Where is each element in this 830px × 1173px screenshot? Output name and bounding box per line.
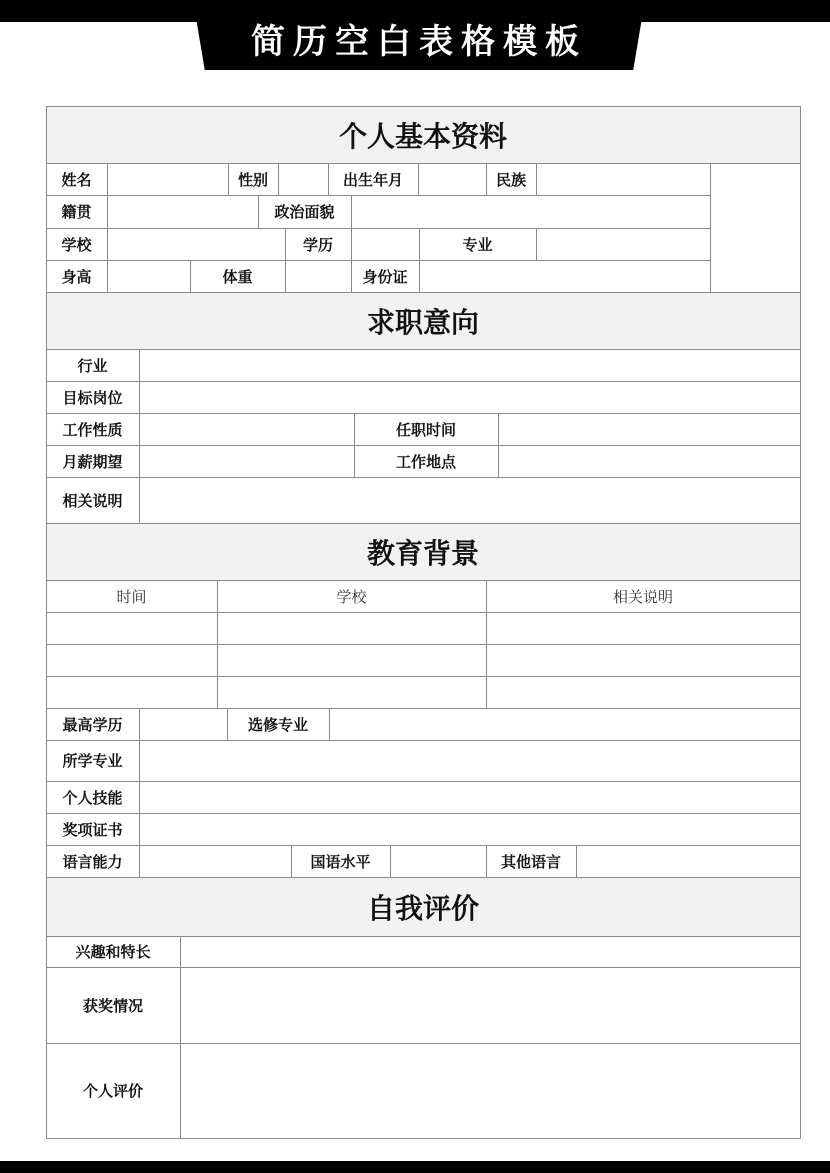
input-field[interactable]	[139, 477, 801, 524]
label: 工作性质	[46, 413, 140, 446]
section-header-education: 教育背景	[46, 523, 801, 581]
label: 获奖情况	[46, 967, 181, 1044]
input-field[interactable]	[139, 349, 801, 382]
label: 目标岗位	[46, 381, 140, 414]
input-field[interactable]	[180, 1043, 801, 1139]
label: 姓名	[46, 163, 108, 196]
input-field[interactable]	[139, 708, 228, 741]
label: 行业	[46, 349, 140, 382]
label: 任职时间	[354, 413, 499, 446]
input-field[interactable]	[46, 612, 218, 645]
column-header: 时间	[46, 580, 218, 613]
input-field[interactable]	[418, 163, 487, 196]
input-field[interactable]	[139, 845, 292, 878]
input-field[interactable]	[107, 195, 259, 229]
input-field[interactable]	[46, 676, 218, 709]
input-field[interactable]	[139, 781, 801, 814]
label: 籍贯	[46, 195, 108, 229]
input-field[interactable]	[536, 163, 711, 196]
label: 专业	[419, 228, 537, 261]
column-header: 相关说明	[486, 580, 801, 613]
label: 个人评价	[46, 1043, 181, 1139]
input-field[interactable]	[107, 228, 286, 261]
label: 民族	[486, 163, 537, 196]
label: 选修专业	[227, 708, 330, 741]
bottom-black-bar	[0, 1161, 830, 1173]
label: 其他语言	[486, 845, 577, 878]
label: 体重	[190, 260, 286, 293]
label: 工作地点	[354, 445, 499, 478]
section-header-basic: 个人基本资料	[46, 106, 801, 164]
label: 所学专业	[46, 740, 140, 782]
input-field[interactable]	[46, 644, 218, 677]
input-field[interactable]	[217, 676, 487, 709]
input-field[interactable]	[351, 228, 420, 261]
label: 身份证	[351, 260, 420, 293]
input-field[interactable]	[329, 708, 801, 741]
input-field[interactable]	[107, 163, 229, 196]
label: 政治面貌	[258, 195, 352, 229]
input-field[interactable]	[139, 740, 801, 782]
input-field[interactable]	[180, 967, 801, 1044]
input-field[interactable]	[536, 228, 711, 261]
label: 学校	[46, 228, 108, 261]
input-field[interactable]	[486, 612, 801, 645]
label: 个人技能	[46, 781, 140, 814]
label: 性别	[228, 163, 279, 196]
label: 月薪期望	[46, 445, 140, 478]
input-field[interactable]	[217, 644, 487, 677]
label: 出生年月	[328, 163, 419, 196]
input-field[interactable]	[486, 676, 801, 709]
input-field[interactable]	[107, 260, 191, 293]
input-field[interactable]	[139, 813, 801, 846]
section-header-self: 自我评价	[46, 877, 801, 937]
label: 兴趣和特长	[46, 936, 181, 968]
input-field[interactable]	[139, 381, 801, 414]
label: 奖项证书	[46, 813, 140, 846]
input-field[interactable]	[139, 445, 355, 478]
input-field[interactable]	[217, 612, 487, 645]
input-field[interactable]	[486, 644, 801, 677]
section-header-intent: 求职意向	[46, 292, 801, 350]
input-field[interactable]	[285, 260, 352, 293]
input-field[interactable]	[351, 195, 711, 229]
label: 国语水平	[291, 845, 391, 878]
column-header: 学校	[217, 580, 487, 613]
input-field[interactable]	[278, 163, 329, 196]
label: 相关说明	[46, 477, 140, 524]
input-field[interactable]	[576, 845, 801, 878]
label: 最高学历	[46, 708, 140, 741]
photo-box[interactable]	[710, 163, 801, 293]
label: 身高	[46, 260, 108, 293]
input-field[interactable]	[180, 936, 801, 968]
input-field[interactable]	[390, 845, 487, 878]
input-field[interactable]	[419, 260, 711, 293]
input-field[interactable]	[498, 413, 801, 446]
label: 语言能力	[46, 845, 140, 878]
label: 学历	[285, 228, 352, 261]
page-title: 简历空白表格模板	[251, 22, 587, 62]
input-field[interactable]	[498, 445, 801, 478]
input-field[interactable]	[139, 413, 355, 446]
